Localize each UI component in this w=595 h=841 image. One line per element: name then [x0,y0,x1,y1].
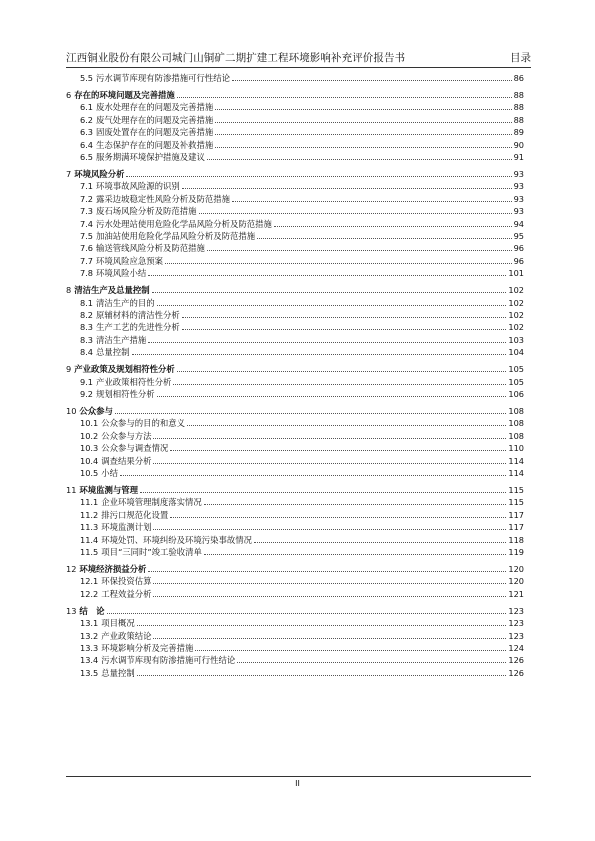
toc-entry-label: 小结 [101,468,118,478]
dot-leader [215,146,511,148]
toc-entry-number: 7.8 [80,268,94,279]
dot-leader [257,237,511,239]
toc-section-entry[interactable] [66,138,524,150]
toc-entry-page: 124 [508,643,524,653]
dot-leader [153,582,506,584]
toc-chapter-entry[interactable] [66,167,524,179]
toc-entry-page: 94 [513,218,524,229]
dot-leader [153,437,506,439]
dot-leader [170,449,506,451]
toc-section-entry[interactable] [66,345,524,357]
toc-section-entry[interactable] [66,454,524,466]
toc-section-entry[interactable] [66,229,524,241]
toc-entry-label: 公众参与的目的和意义 [101,418,185,429]
toc-entry-number: 11.5 [80,547,99,557]
toc-entry-label: 生态保护存在的问题及补救措施 [96,139,214,150]
toc-entry-number: 5.5 [80,73,94,83]
toc-section-entry[interactable] [66,387,524,399]
toc-entry-page: 117 [508,509,524,520]
toc-section-entry[interactable] [66,520,524,532]
toc-entry-number: 7.3 [80,206,94,217]
toc-entry-number: 6.3 [80,127,94,138]
toc-entry-label: 环保投资估算 [101,576,152,587]
dot-leader [215,133,511,135]
toc-section-entry[interactable] [66,254,524,266]
toc-entry-number: 13 [66,605,77,616]
toc-entry-number: 11.4 [80,534,99,545]
toc-entry-page: 102 [508,285,524,296]
toc-section-entry[interactable] [66,296,524,308]
toc-entry-label: 服务期满环境保护措施及建议 [96,152,205,162]
toc-chapter-entry[interactable] [66,88,524,100]
toc-entry-label: 环境风险小结 [96,268,147,279]
toc-entry-page: 93 [513,181,524,192]
toc-entry-number: 6.2 [80,114,94,125]
toc-section-entry[interactable] [66,320,524,332]
dot-leader [199,212,512,214]
toc-entry-number: 12.1 [80,576,99,587]
toc-section-entry[interactable] [66,241,524,253]
section-label: 目录 [510,52,531,64]
toc-section-entry[interactable] [66,666,524,678]
dot-leader [207,249,512,251]
toc-chapter-entry[interactable] [66,562,524,574]
toc-entry-number: 13.5 [80,667,99,678]
toc-section-entry[interactable] [66,333,524,345]
toc-section-entry[interactable] [66,545,524,557]
toc-entry-label: 工程效益分析 [101,588,152,599]
toc-entry-page: 123 [508,618,524,629]
toc-entry-number: 10.5 [80,468,99,478]
dot-leader [177,370,507,372]
toc-entry-page: 91 [513,152,524,162]
toc-entry-page: 86 [513,73,524,83]
toc-entry-label: 废石场风险分析及防范措施 [96,206,197,217]
toc-entry-page: 88 [513,114,524,125]
dot-leader [153,595,506,597]
toc-entry-page: 120 [508,564,524,574]
toc-entry-label: 废气处理存在的问题及完善措施 [96,114,214,125]
toc-entry-label: 清洁生产的目的 [96,297,155,308]
dot-leader [152,291,507,293]
toc-entry-number: 9 [66,364,72,375]
dot-leader [153,462,506,464]
toc-entry-number: 13.1 [80,618,99,629]
toc-entry-page: 126 [508,667,524,678]
toc-entry-page: 114 [508,455,524,466]
toc-entry-number: 8.1 [80,297,94,308]
toc-entry-label: 存在的环境问题及完善措施 [74,90,175,100]
toc-entry-number: 7.5 [80,231,94,241]
toc-entry-page: 108 [508,406,524,416]
toc-section-entry[interactable] [66,113,524,125]
toc-entry-page: 90 [513,139,524,150]
toc-entry-label: 项目“三同时”竣工验收清单 [101,547,202,557]
toc-section-entry[interactable] [66,204,524,216]
toc-section-entry[interactable] [66,574,524,586]
toc-section-entry[interactable] [66,217,524,229]
dot-leader [157,395,507,397]
toc-entry-page: 104 [508,347,524,358]
toc-entry-page: 93 [513,193,524,204]
toc-chapter-entry[interactable] [66,404,524,416]
toc-entry-page: 121 [508,588,524,599]
toc-entry-number: 7.6 [80,243,94,254]
toc-entry-label: 环境事故风险源的识别 [96,181,180,192]
dot-leader [204,503,507,505]
toc-entry-page: 110 [508,443,524,454]
dot-leader [195,649,506,651]
dot-leader [157,304,507,306]
dot-leader [153,528,506,530]
dot-leader [232,79,512,81]
toc-entry-label: 产业政策结论 [101,630,152,641]
dot-leader [137,624,507,626]
toc-entry-label: 环境风险应急预案 [96,255,164,266]
dot-leader [232,200,512,202]
toc-entry-page: 105 [508,376,524,387]
toc-section-entry[interactable] [66,125,524,137]
toc-entry-number: 8.3 [80,322,94,333]
toc-section-entry[interactable] [66,508,524,520]
toc-entry-label: 固废处置存在的问题及完善措施 [96,127,214,138]
dot-leader [137,674,507,676]
toc-entry-number: 10 [66,406,77,416]
toc-entry-label: 环境处罚、环境纠纷及环境污染事故情况 [101,534,252,545]
toc-entry-page: 88 [513,90,524,100]
toc-entry-label: 污水处理站使用危险化学品风险分析及防范措施 [96,218,272,229]
dot-leader [187,424,506,426]
toc-entry-page: 126 [508,655,524,666]
toc-section-entry[interactable] [66,150,524,162]
toc-section-entry[interactable] [66,100,524,112]
toc-chapter-entry[interactable] [66,483,524,495]
toc-section-entry[interactable] [66,375,524,387]
toc-entry-page: 115 [508,497,524,508]
toc-entry-label: 原辅材料的清洁性分析 [96,310,180,320]
toc-section-entry[interactable] [66,587,524,599]
toc-entry-number: 13.3 [80,643,99,653]
toc-entry-number: 6 [66,90,72,100]
toc-entry-page: 103 [508,334,524,345]
toc-entry-page: 123 [508,605,524,616]
toc-entry-label: 排污口规范化设置 [101,509,169,520]
toc-entry-label: 环境风险分析 [74,169,125,179]
dot-leader [182,328,507,330]
toc-entry-label: 调查结果分析 [101,455,152,466]
toc-entry-label: 结 论 [79,605,105,616]
toc-entry-label: 环境影响分析及完善措施 [101,643,194,653]
toc-entry-number: 12.2 [80,588,99,599]
dot-leader [115,412,506,414]
toc-section-entry[interactable] [66,533,524,545]
toc-entry-number: 10.3 [80,443,99,454]
toc-entry-number: 12 [66,564,77,574]
toc-entry-number: 8 [66,285,72,296]
toc-entry-label: 废水处理存在的问题及完善措施 [96,102,214,113]
toc-entry-page: 102 [508,322,524,333]
toc-entry-label: 公众参与调查情况 [101,443,169,454]
toc-entry-page: 101 [508,268,524,279]
toc-chapter-entry[interactable] [66,604,524,616]
toc-entry-page: 96 [513,243,524,254]
toc-entry-page: 89 [513,127,524,138]
toc-entry-label: 总量控制 [96,347,130,358]
toc-entry-label: 生产工艺的先进性分析 [96,322,180,333]
toc-entry-page: 102 [508,310,524,320]
toc-entry-number: 11.3 [80,522,99,533]
toc-entry-label: 公众参与方法 [101,430,152,441]
toc-entry-number: 11 [66,485,77,495]
toc-entry-page: 96 [513,255,524,266]
dot-leader [126,175,511,177]
toc-section-entry[interactable] [66,641,524,653]
page-number: II [295,779,300,788]
toc-entry-page: 88 [513,102,524,113]
toc-section-entry[interactable] [66,629,524,641]
toc-section-entry[interactable] [66,266,524,278]
dot-leader [148,341,506,343]
toc-entry-label: 输送管线风险分析及防范措施 [96,243,205,254]
toc-entry-number: 9.2 [80,389,94,399]
toc-entry-label: 规划相符性分析 [96,389,155,399]
toc-entry-number: 13.4 [80,655,99,666]
dot-leader [215,108,511,110]
toc-entry-number: 7.7 [80,255,94,266]
toc-entry-label: 环境经济损益分析 [79,564,147,574]
toc-entry-page: 120 [508,576,524,587]
toc-entry-page: 118 [508,534,524,545]
toc-entry-page: 93 [513,206,524,217]
dot-leader [148,570,506,572]
toc-section-entry[interactable] [66,616,524,628]
toc-entry-number: 7 [66,169,72,179]
dot-leader [215,121,511,123]
toc-entry-page: 117 [508,522,524,533]
toc-entry-label: 清洁生产措施 [96,334,147,345]
dot-leader [153,637,506,639]
toc-entry-number: 8.2 [80,310,94,320]
dot-leader [148,274,506,276]
toc-entry-page: 93 [513,169,524,179]
toc-entry-page: 114 [508,468,524,478]
toc-entry-label: 企业环境管理制度落实情况 [101,497,202,508]
toc-entry-label: 产业政策相符性分析 [96,376,172,387]
dot-leader [132,353,507,355]
toc-entry-label: 污水调节库现有防渗措施可行性结论 [101,655,236,666]
toc-entry-page: 95 [513,231,524,241]
toc-entry-number: 7.4 [80,218,94,229]
header-rule [66,67,531,68]
toc-entry-number: 13.2 [80,630,99,641]
dot-leader [254,541,506,543]
toc-entry-number: 10.4 [80,455,99,466]
toc-entry-label: 清洁生产及总量控制 [74,285,150,296]
running-header [66,51,531,65]
toc-section-entry[interactable] [66,429,524,441]
dot-leader [177,96,512,98]
dot-leader [237,661,506,663]
toc-entry-page: 102 [508,297,524,308]
toc-section-entry[interactable] [66,192,524,204]
toc-entry-number: 6.4 [80,139,94,150]
dot-leader [173,383,506,385]
toc-entry-label: 环境监测计划 [101,522,152,533]
toc-section-entry[interactable] [66,179,524,191]
toc-entry-number: 11.2 [80,509,99,520]
toc-chapter-entry[interactable] [66,283,524,295]
toc-entry-page: 108 [508,418,524,429]
toc-entry-number: 7.1 [80,181,94,192]
toc-entry-label: 项目概况 [101,618,135,629]
toc-entry-number: 10.1 [80,418,99,429]
dot-leader [170,516,506,518]
toc-entry-number: 6.5 [80,152,94,162]
toc-entry-label: 公众参与 [79,406,113,416]
dot-leader [165,262,512,264]
dot-leader [120,474,506,476]
dot-leader [204,553,506,555]
toc-entry-page: 105 [508,364,524,375]
toc-entry-label: 加油站使用危险化学品风险分析及防范措施 [96,231,256,241]
dot-leader [140,491,506,493]
toc-entry-number: 6.1 [80,102,94,113]
toc-section-entry[interactable] [66,308,524,320]
toc-entry-number: 7.2 [80,193,94,204]
footer-rule [66,776,531,777]
dot-leader [182,187,512,189]
toc-entry-label: 露采边坡稳定性风险分析及防范措施 [96,193,231,204]
toc-entry-page: 119 [508,547,524,557]
toc-entry-label: 环境监测与管理 [79,485,139,495]
toc-entry-number: 11.1 [80,497,99,508]
toc-section-entry[interactable] [66,416,524,428]
toc-chapter-entry[interactable] [66,362,524,374]
toc-entry-label: 总量控制 [101,667,135,678]
toc-section-entry[interactable] [66,653,524,665]
toc-entry-label: 污水调节库现有防渗措施可行性结论 [96,73,231,83]
toc-entry-page: 123 [508,630,524,641]
toc-entry-number: 9.1 [80,376,94,387]
dot-leader [107,612,507,614]
toc-entry-label: 产业政策及规划相符性分析 [74,364,175,375]
toc-entry-number: 8.4 [80,347,94,358]
dot-leader [274,225,512,227]
dot-leader [207,158,512,160]
toc-entry-page: 115 [508,485,524,495]
dot-leader [182,316,507,318]
toc-entry-number: 10.2 [80,430,99,441]
document-title: 江西铜业股份有限公司城门山铜矿二期扩建工程环境影响补充评价报告书 [66,52,406,64]
toc-section-entry[interactable] [66,441,524,453]
toc-entry-page: 106 [508,389,524,399]
toc-entry-page: 108 [508,430,524,441]
toc-section-entry[interactable] [66,71,524,83]
toc-section-entry[interactable] [66,495,524,507]
toc-entry-number: 8.3 [80,334,94,345]
toc-section-entry[interactable] [66,466,524,478]
